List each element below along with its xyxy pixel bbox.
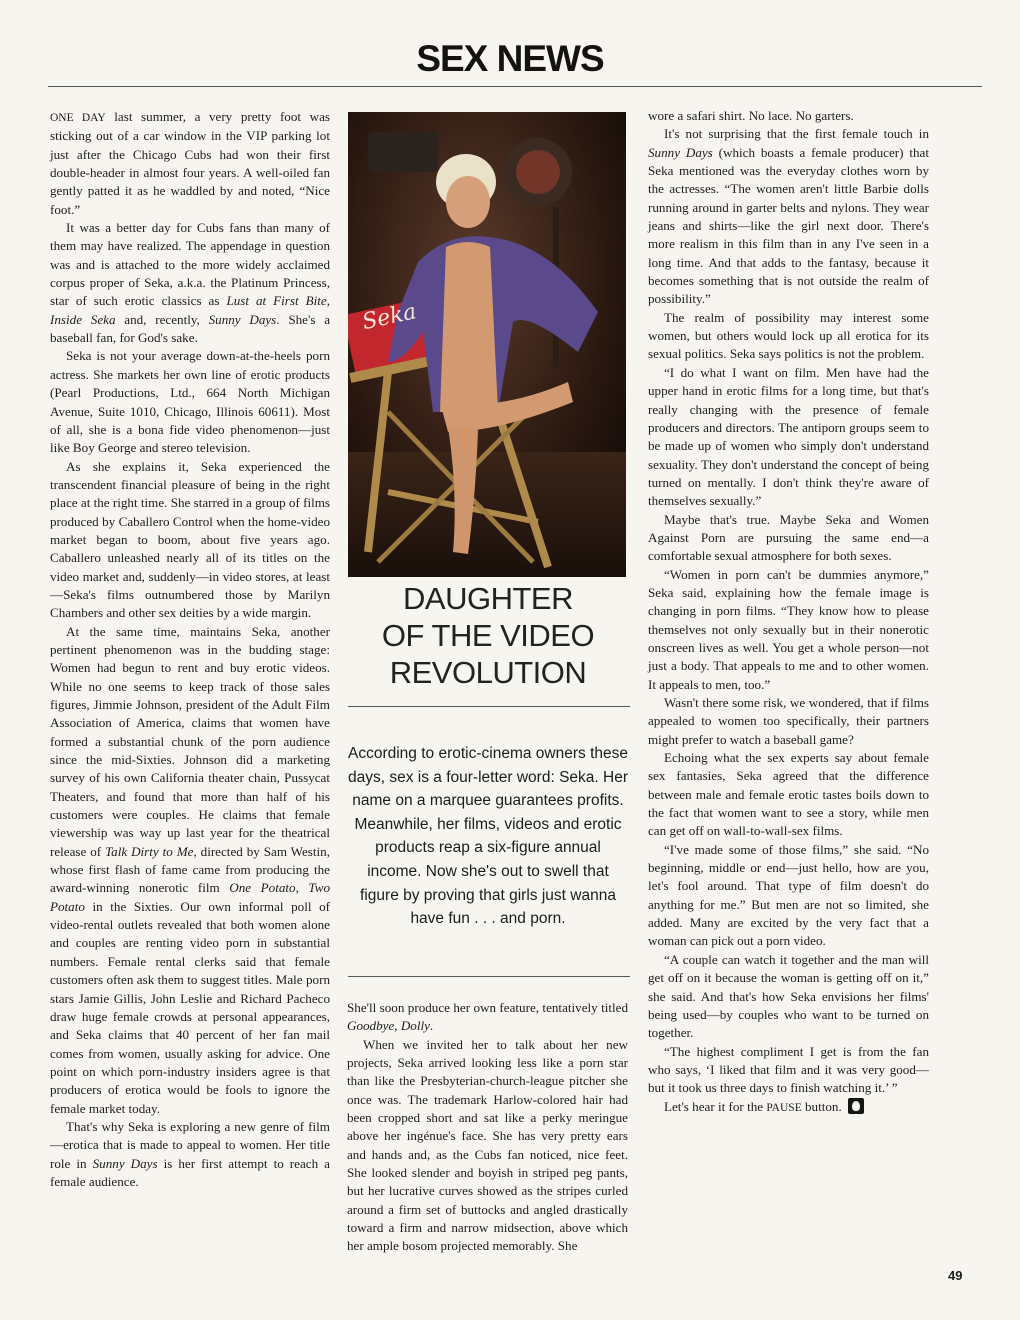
paragraph: Wasn't there some risk, we wondered, that if films appealed to women too specifically, their partners might prefer to watch a baseball game?	[648, 695, 929, 747]
top-rule	[48, 86, 982, 87]
lead-in: ONE DAY	[50, 112, 106, 124]
paragraph: At the same time, maintains Seka, another pertinent phenomenon was in the budding stage: Women had begun to rent and buy erotic videos. While no one seems to keep track of those sales figures, Jimmie Johnson, president of the Adult Film Association of America, claims that women have formed a substantial chunk of the porn audience since the mid-Sixties. Johnson did a marketing survey of his own California theater chain, Pussycat Theaters, and found that more than half of his customers were couples. He claims that female viewership was way up last year for the theatrical release of Talk Dirty to Me, directed by Sam Westin, whose first flash of fame came from producing the award-winning nonerotic film One Potato, Two Potato in the Sixties. Our own informal poll of video-rental outlets revealed that both women alone and couples are renting video porn in substantial numbers. Female rental clerks said that female customers often ask them to suggest titles. Male porn stars Jamie Gillis, John Leslie and Richard Pacheco draw huge female crowds at personal appearances, and Seka claims that 40 percent of her fan mail comes from women, usually asking for advice. One point on which porn-industry insiders agree is that producers of erotica would be fools to ignore the female market today.	[50, 623, 331, 1116]
paragraph: “A couple can watch it together and the man will get off on it because the woman is getting off on it,” she said. And that's how Seka envisions her films' being used—by couples who want to be turned on together.	[648, 951, 929, 1041]
section-title: SEX NEWS	[416, 38, 604, 79]
page-number: 49	[948, 1268, 963, 1283]
paragraph: She'll soon produce her own feature, tentatively titled Goodbye, Dolly.	[347, 1000, 628, 1034]
deck-rule	[348, 976, 630, 977]
feature-photo	[348, 112, 626, 577]
article-deck: According to erotic-cinema owners these days, sex is a four-letter word: Seka. Her name on a marquee guarantees profits. Meanwhile, her films, videos and erotic products reap a six-figure annual income. Now she's out to swell that figure by proving that girls just wanna have fun . . . and porn.	[348, 745, 628, 928]
paragraph: When we invited her to talk about her new projects, Seka arrived looking less like a porn star than like the Presbyterian-church-league pitcher she once was. The trademark Harlow-colored hair had been cropped short and sat like a perky meringue above her ingénue's face. She has very pretty ears and hands and, as the Cubs fan noticed, nice feet. She looked slender and boyish in striped peg pants, but her lucrative curves showed as the stripes curled around a firm set of buttocks and angled drastically toward a firm and narrow midsection, above which her ample bosom projected memorably. She	[347, 1036, 628, 1254]
headline-line: DAUGHTER	[403, 581, 573, 616]
paragraph: “I do what I want on film. Men have had the upper hand in erotic films for a long time, but that's really changing with the presence of female producers and directors. The antiporn groups seem to be made up of women who simply don't understand sexuality. They don't understand the concept of being turned on mentally. I don't think they're aware of themselves sexually.”	[648, 364, 929, 509]
photo-illustration	[348, 112, 626, 577]
paragraph: That's why Seka is exploring a new genre of film—erotica that is made to appeal to women. Her title role in Sunny Days is her first attempt to reach a female audience.	[50, 1118, 330, 1189]
paragraph: Maybe that's true. Maybe Seka and Women Against Porn are pursuing the same end—a comfortable sexual atmosphere for both sexes.	[648, 511, 929, 564]
paragraph: ONE DAY last summer, a very pretty foot was sticking out of a car window in the VIP parking lot just after the Chicago Cubs had won their first double-header in almost four years. A well-oiled fan gently patted it as he waddled by and noted, “Nice foot.”	[50, 109, 330, 217]
paragraph: Echoing what the sex experts say about female sex fantasies, Seka agreed that the difference between male and female erotic tastes boils down to the fact that women want to see a story, while men can get off on wall-to-wall-sex films.	[648, 750, 929, 839]
paragraph: Let's hear it for the PAUSE button.	[648, 1098, 929, 1117]
paragraph: wore a safari shirt. No lace. No garters.	[648, 108, 854, 123]
paragraph: Seka is not your average down-at-the-heels porn actress. She markets her own line of erotic products (Pearl Productions, Ltd., 664 North Michigan Avenue, Suite 1010, Chicago, Illinois 60611). Most of all, she is a bona fide video phenomenon—just like Boy George and stereo television.	[50, 348, 330, 456]
article-headline	[348, 580, 628, 691]
article-column-1	[50, 108, 330, 1191]
headline-rule	[348, 706, 630, 707]
headline-line: OF THE VIDEO	[381, 618, 595, 653]
chair-label: Seka	[360, 299, 419, 336]
article-column-2	[347, 999, 628, 1256]
paragraph: It's not surprising that the first female touch in Sunny Days (which boasts a female producer) that Seka mentioned was the everyday clothes worn by the actresses. “The women aren't little Barbie dolls running around in garter belts and nylons. They wear jeans and shirts—like the girl next door. There's more realism in this film than in any I've seen in a long time. And that adds to the fantasy, because it becomes something that is not outside the realm of possibility.”	[648, 126, 929, 307]
paragraph: The realm of possibility may interest some women, but others would lock up all erotica for its sexual politics. Seka says politics is not the problem.	[648, 309, 929, 362]
paragraph: “The highest compliment I get is from the fan who says, ‘I liked that film and it was very good—but it took us three days to finish watching it.’ ”	[648, 1043, 929, 1096]
headline-line: REVOLUTION	[389, 655, 587, 690]
rabbit-logo-icon	[848, 1098, 864, 1114]
paragraph: As she explains it, Seka experienced the transcendent financial pleasure of being in the right place at the right time. She starred in a group of films produced by Caballero Control when the home-video market began to boom, about five years ago. Caballero unleashed nearly all of its titles on the video market and, suddenly—in video stores, at least—Seka's films outnumbered those by Marilyn Chambers and other sex deities by a wide margin.	[50, 458, 330, 621]
article-column-3	[648, 107, 929, 1117]
paragraph: “I've made some of those films,” she said. “No beginning, middle or end—just hello, how are you, let's fool around. That type of film doesn't do anything for me.” But men are not so limited, she added. Many are excited by the very fact that a woman can pick out a porn video.	[648, 841, 929, 949]
paragraph: “Women in porn can't be dummies anymore,” Seka said, explaining how the female image is changing in porn films. “They know how to please themselves not only sexually but in their nonerotic onscreen lives as well. You get a whole person—not just a body. That appeals to me and to other women. It appeals to men, too.”	[648, 566, 929, 692]
paragraph: It was a better day for Cubs fans than many of them may have realized. The appendage in question was and is attached to the more widely acclaimed corpus proper of Seka, a.k.a. the Platinum Princess, star of such erotic classics as Lust at First Bite, Inside Seka and, recently, Sunny Days. She's a baseball fan, for God's sake.	[50, 220, 331, 346]
